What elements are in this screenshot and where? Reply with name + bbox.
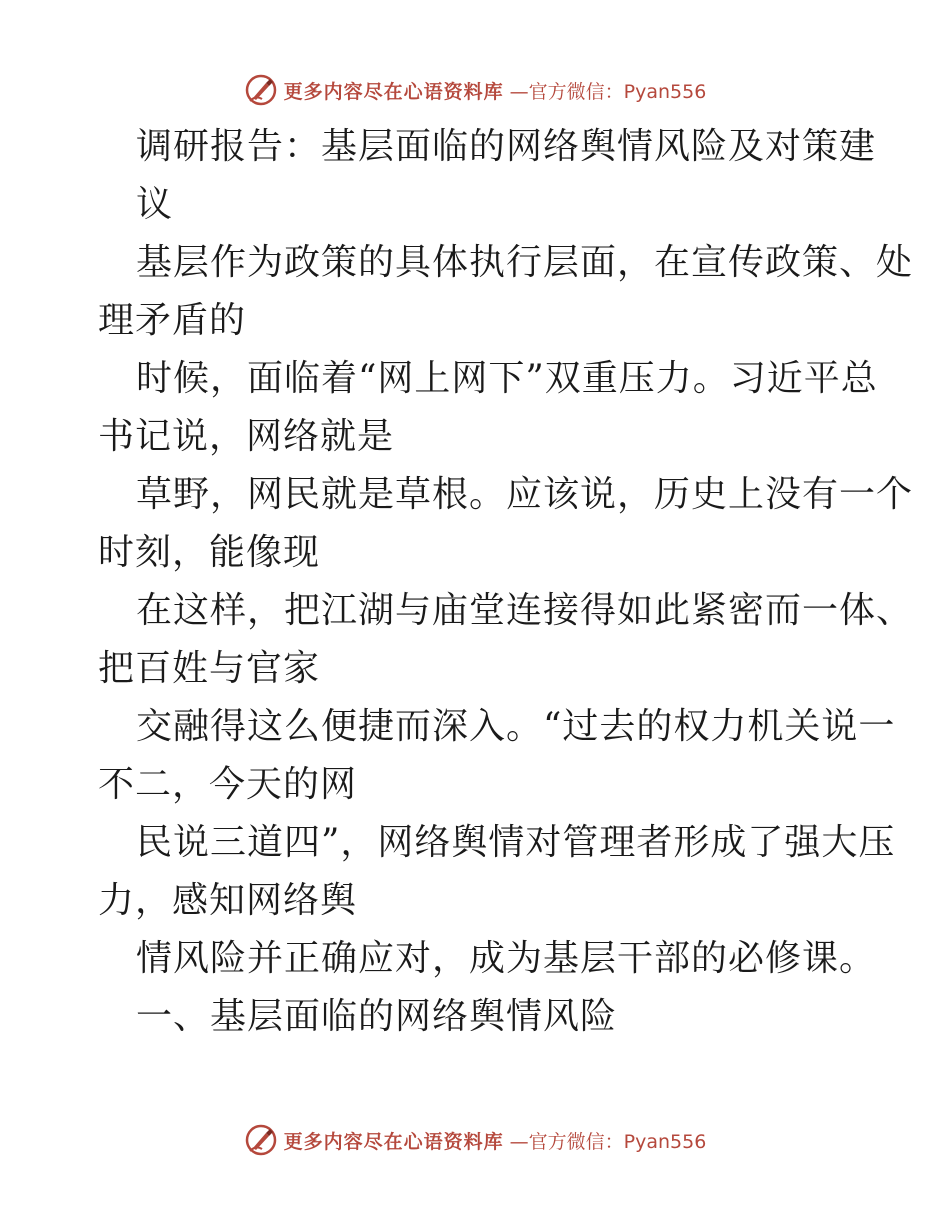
pen-logo-icon [244, 73, 278, 107]
paragraph-line: 交融得这么便捷而深入。“过去的权力机关说一 [136, 706, 896, 747]
watermark-wechat-text: —官方微信：Pyan556 [509, 80, 707, 103]
paragraph-line: 在这样，把江湖与庙堂连接得如此紧密而一体、 [136, 590, 914, 631]
title-line-1: 调研报告：基层面临的网络舆情风险及对策建 [136, 126, 877, 167]
paragraph-line: 不二，今天的网 [98, 764, 358, 805]
paragraph-line: 把百姓与官家 [98, 648, 321, 689]
section-heading: 一、基层面临的网络舆情风险 [136, 996, 618, 1037]
paragraph-line: 时刻，能像现 [98, 532, 321, 573]
watermark-main-text: 更多内容尽在心语资料库 [283, 1130, 504, 1153]
title-line-2: 议 [136, 184, 174, 225]
header-watermark [0, 70, 950, 110]
paragraph-line: 草野，网民就是草根。应该说，历史上没有一个 [136, 474, 914, 515]
paragraph-line: 理矛盾的 [98, 300, 247, 341]
watermark-main-text: 更多内容尽在心语资料库 [283, 80, 504, 103]
pen-logo-icon [244, 1123, 278, 1157]
paragraph-line: 力，感知网络舆 [98, 880, 358, 921]
watermark-group [244, 1123, 707, 1157]
document-body [98, 118, 914, 1046]
paragraph-line: 情风险并正确应对，成为基层干部的必修课。 [136, 938, 877, 979]
watermark-wechat-text: —官方微信：Pyan556 [509, 1130, 707, 1153]
watermark-group [244, 73, 707, 107]
paragraph-line: 时候，面临着“网上网下”双重压力。习近平总 [136, 358, 878, 399]
paragraph-line: 基层作为政策的具体执行层面，在宣传政策、处 [136, 242, 914, 283]
paragraph-line: 民说三道四”，网络舆情对管理者形成了强大压 [136, 822, 896, 863]
footer-watermark [0, 1120, 950, 1160]
paragraph-line: 书记说，网络就是 [98, 416, 395, 457]
